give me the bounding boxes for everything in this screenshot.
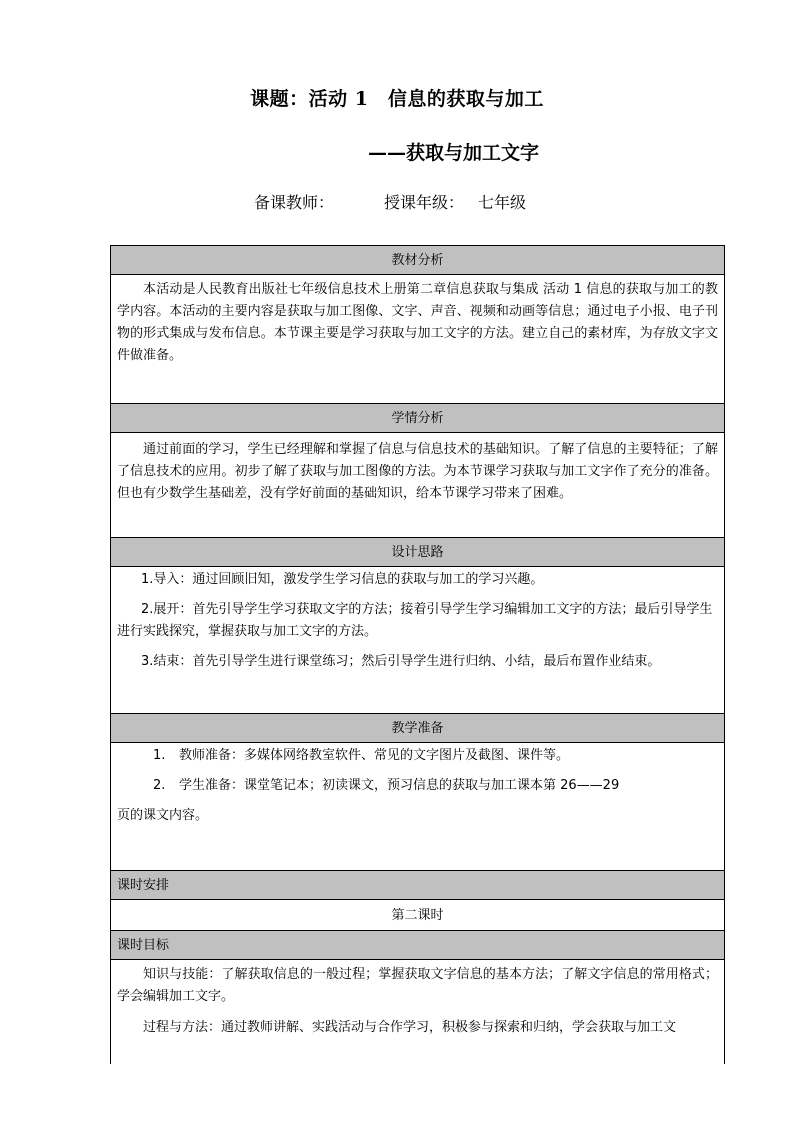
grade-value: 七年级 [478,193,527,212]
prep-item-1-number: 1. [153,748,166,763]
student-analysis-text: 通过前面的学习，学生已经理解和掌握了信息与信息技术的基础知识。了解了信息的主要特征；了解了信息技术的应用。初步了解了获取与加工图像的方法。为本节课学习获取与加工文字作了充分的准备。但也有少数学生基础差，没有学好前面的基础知识，给本节课学习带来了困难。 [117,442,718,501]
section-body-textbook-analysis [111,275,724,404]
page-title: 课题：活动 1 信息的获取与加工 [250,88,544,110]
prep-item-2 [153,775,718,797]
prep-item-2-text: 学生准备：课堂笔记本；初读课文，预习信息的获取与加工课本第 26——29 [179,778,620,793]
objective-process-methods: 过程与方法：通过教师讲解、实践活动与合作学习，积极参与探索和归纳，学会获取与加工文 [143,1020,677,1035]
section-heading-teaching-preparation: 教学准备 [111,714,724,743]
teacher-label: 备课教师： [254,193,335,212]
lesson-plan-table [110,245,725,1064]
section-body-teaching-preparation [111,743,724,871]
section-heading-design-ideas: 设计思路 [111,538,724,567]
prep-item-2-tail: 页的课文内容。 [117,808,209,823]
prep-item-1-text: 教师准备：多媒体网络教室软件、常见的文字图片及截图、课件等。 [179,748,570,763]
design-item-3: 3.结束：首先引导学生进行课堂练习；然后引导学生进行归纳、小结，最后布置作业结束。 [141,654,661,669]
design-item-2: 2.展开：首先引导学生学习获取文字的方法；接着引导学生学习编辑加工文字的方法；最后引导学生进行实践探究，掌握获取与加工文字的方法。 [117,602,713,639]
section-body-student-analysis [111,433,724,538]
design-item-1: 1.导入：通过回顾旧知，激发学生学习信息的获取与加工的学习兴趣。 [141,572,544,587]
section-heading-textbook-analysis: 教材分析 [111,246,724,275]
section-heading-schedule: 课时安排 [111,871,724,900]
grade-label: 授课年级： [384,193,465,212]
section-heading-objectives: 课时目标 [111,931,724,960]
prep-item-1 [153,745,718,767]
prep-item-2-number: 2. [153,778,166,793]
grade-field [384,190,526,213]
objective-knowledge-skills: 知识与技能：了解获取信息的一般过程；掌握获取文字信息的基本方法；了解文字信息的常用格式；学会编辑加工文字。 [117,967,718,1004]
schedule-value: 第二课时 [111,900,724,931]
section-body-objectives [111,960,724,1064]
textbook-analysis-text: 本活动是人民教育出版社七年级信息技术上册第二章信息获取与集成 活动 1 信息的获取与加工的教学内容。本活动的主要内容是获取与加工图像、文字、声音、视频和动画等信息；通过电子小报、电子刊物的形式集成与发布信息。本节课主要是学习获取与加工文字的方法。建立自己的素材库，为存放文字文件做准备。 [117,282,718,363]
section-heading-student-analysis: 学情分析 [111,404,724,433]
section-body-design-ideas [111,567,724,714]
page-subtitle: ——获取与加工文字 [368,142,540,164]
